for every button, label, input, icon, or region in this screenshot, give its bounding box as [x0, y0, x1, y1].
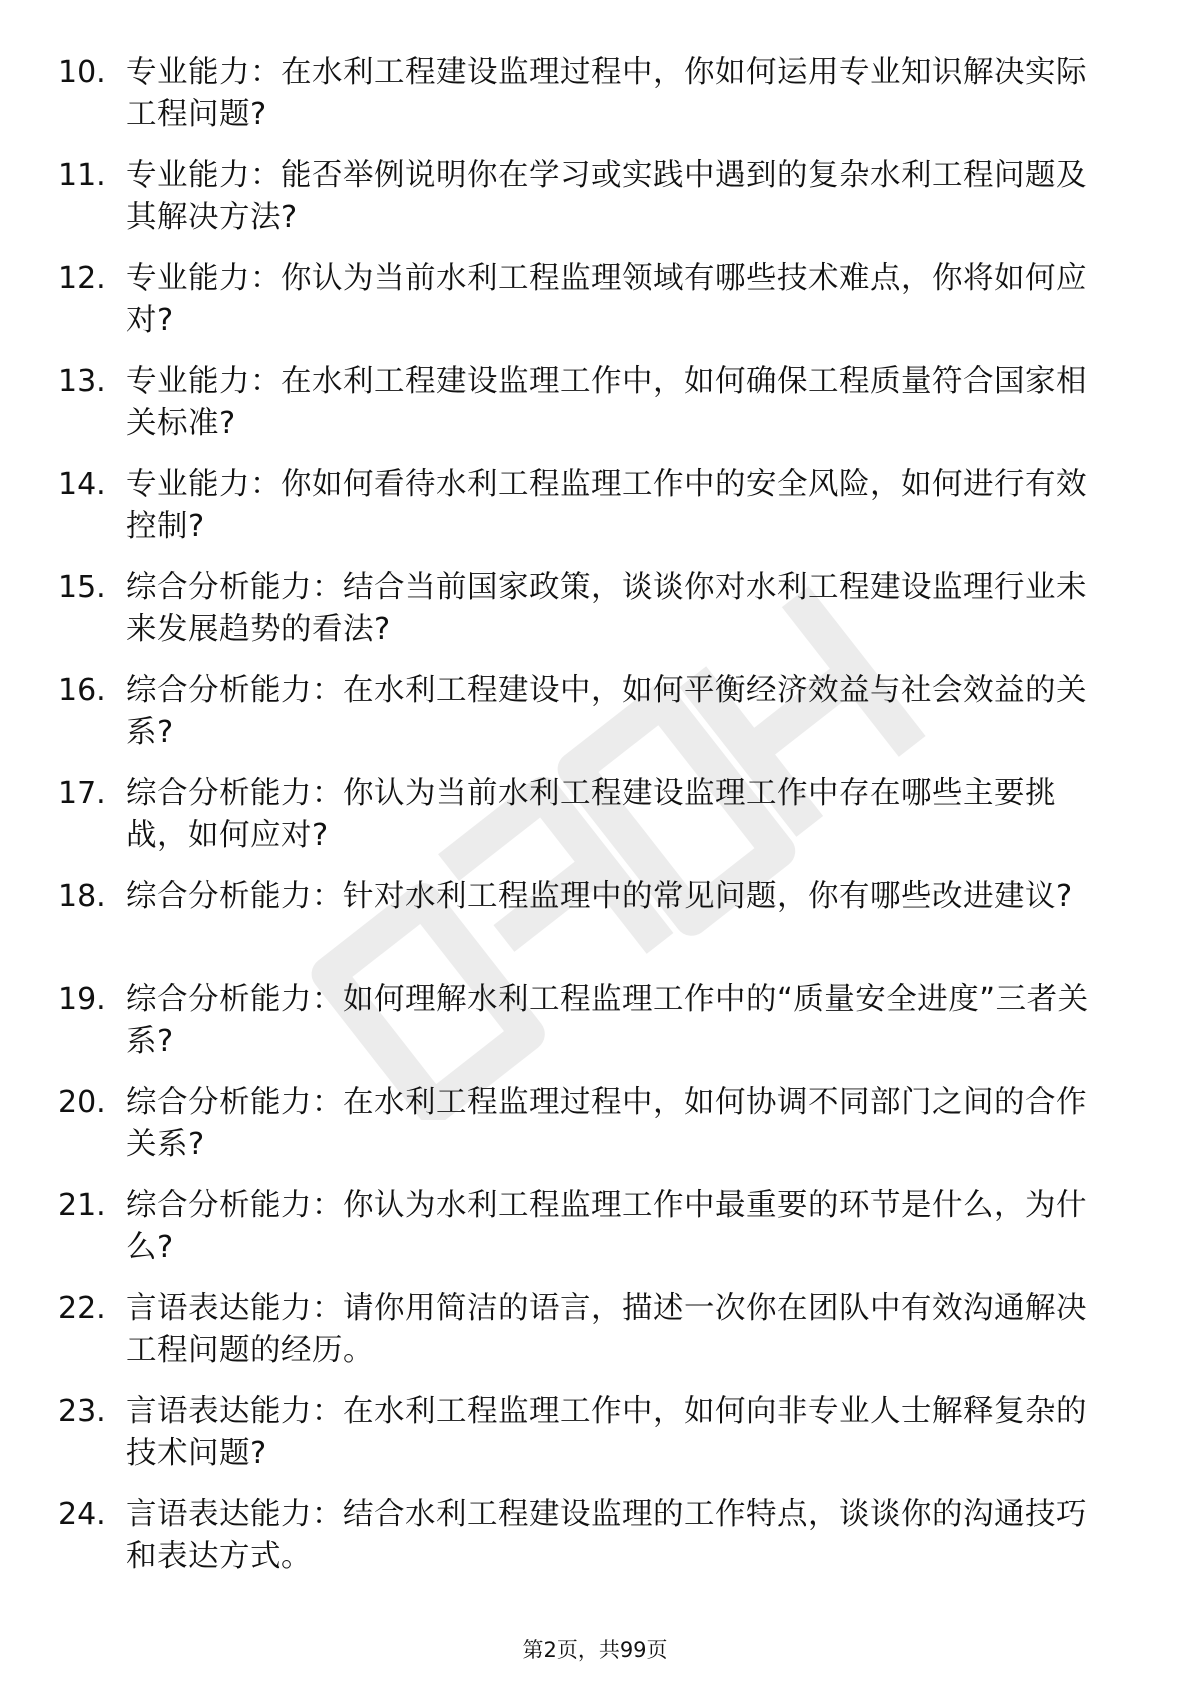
list-item — [58, 258, 1118, 361]
question-number: 22. — [58, 1291, 106, 1326]
question-number: 17. — [58, 776, 106, 811]
question-text: 专业能力：能否举例说明你在学习或实践中遇到的复杂水利工程问题及其解决方法? — [126, 158, 1087, 235]
question-number: 18. — [58, 879, 106, 914]
list-item — [58, 1082, 1118, 1185]
question-text: 专业能力：在水利工程建设监理过程中，你如何运用专业知识解决实际工程问题? — [126, 55, 1087, 132]
question-text: 言语表达能力：在水利工程监理工作中，如何向非专业人士解释复杂的技术问题? — [126, 1394, 1087, 1471]
question-text: 专业能力：在水利工程建设监理工作中，如何确保工程质量符合国家相关标准? — [126, 364, 1087, 441]
question-text: 专业能力：你认为当前水利工程监理领域有哪些技术难点，你将如何应对? — [126, 261, 1087, 338]
list-item — [58, 1185, 1118, 1288]
question-number: 10. — [58, 55, 106, 90]
question-text: 综合分析能力：如何理解水利工程监理工作中的“质量安全进度”三者关系? — [126, 982, 1089, 1059]
question-list — [58, 52, 1118, 1597]
question-number: 23. — [58, 1394, 106, 1429]
list-item — [58, 670, 1118, 773]
question-number: 16. — [58, 673, 106, 708]
list-item — [58, 567, 1118, 670]
list-item — [58, 876, 1118, 979]
list-item — [58, 1494, 1118, 1597]
question-text: 综合分析能力：在水利工程监理过程中，如何协调不同部门之间的合作关系? — [126, 1085, 1087, 1162]
list-item — [58, 52, 1118, 155]
question-text: 综合分析能力：结合当前国家政策，谈谈你对水利工程建设监理行业未来发展趋势的看法? — [126, 570, 1087, 647]
page-footer: 第2页，共99页 — [522, 1638, 668, 1662]
question-number: 12. — [58, 261, 106, 296]
question-number: 13. — [58, 364, 106, 399]
question-text: 综合分析能力：你认为水利工程监理工作中最重要的环节是什么，为什么? — [126, 1188, 1087, 1265]
list-item — [58, 773, 1118, 876]
question-number: 24. — [58, 1497, 106, 1532]
question-number: 14. — [58, 467, 106, 502]
list-item — [58, 1288, 1118, 1391]
question-text: 综合分析能力：你认为当前水利工程建设监理工作中存在哪些主要挑战，如何应对? — [126, 776, 1056, 853]
list-item — [58, 464, 1118, 567]
list-item — [58, 361, 1118, 464]
list-item — [58, 155, 1118, 258]
list-item — [58, 1391, 1118, 1494]
question-text: 言语表达能力：请你用简洁的语言，描述一次你在团队中有效沟通解决工程问题的经历。 — [126, 1291, 1087, 1368]
question-text: 综合分析能力：在水利工程建设中，如何平衡经济效益与社会效益的关系? — [126, 673, 1087, 750]
question-text: 专业能力：你如何看待水利工程监理工作中的安全风险，如何进行有效控制? — [126, 467, 1087, 544]
question-number: 21. — [58, 1188, 106, 1223]
question-text: 综合分析能力：针对水利工程监理中的常见问题，你有哪些改进建议? — [126, 879, 1073, 914]
question-number: 11. — [58, 158, 106, 193]
list-item — [58, 979, 1118, 1082]
question-number: 19. — [58, 982, 106, 1017]
question-text: 言语表达能力：结合水利工程建设监理的工作特点，谈谈你的沟通技巧和表达方式。 — [126, 1497, 1087, 1574]
question-number: 15. — [58, 570, 106, 605]
question-number: 20. — [58, 1085, 106, 1120]
